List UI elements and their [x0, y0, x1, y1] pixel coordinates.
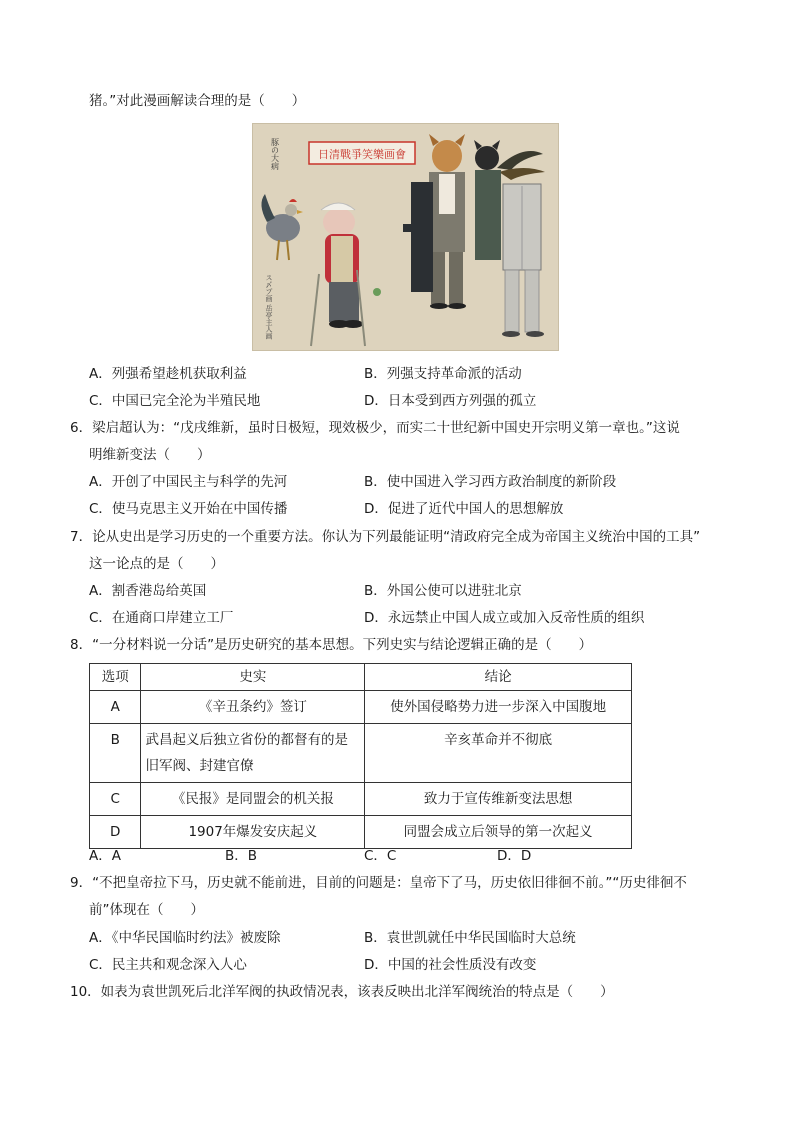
- table-row: [90, 724, 632, 783]
- q8-history-table: [89, 663, 632, 849]
- q9-option-c: C．民主共和观念深入人心: [89, 957, 247, 973]
- q5-option-a: A．列强希望趁机获取利益: [89, 366, 247, 382]
- q8-option-c: C．C: [364, 848, 397, 864]
- q5-stem-tail: 猪。”对此漫画解读合理的是（ ）: [89, 93, 306, 109]
- q7-stem-line1: 7．论从史出是学习历史的一个重要方法。你认为下列最能证明“清政府完全成为帝国主义统治中国的工具”: [70, 529, 701, 545]
- table-header-fact: 史实: [141, 664, 365, 691]
- table-header-option: 选项: [90, 664, 141, 691]
- cartoon-banner-text: 日清戰爭笑樂画會: [318, 148, 406, 161]
- q8-option-b: B．B: [225, 848, 258, 864]
- table-row: [90, 816, 632, 849]
- q9-stem-line2: 前”体现在（ ）: [89, 902, 204, 918]
- q9-option-b: B．袁世凯就任中华民国临时大总统: [364, 930, 576, 946]
- table-cell-option: B: [90, 724, 141, 783]
- q8-option-a: A．A: [89, 848, 121, 864]
- table-cell-option: C: [90, 783, 141, 816]
- q8-stem-line1: 8．“一分材料说一分话”是历史研究的基本思想。下列史实与结论逻辑正确的是（ ）: [70, 637, 593, 653]
- table-row: [90, 691, 632, 724]
- cat-figure: [403, 182, 433, 292]
- cartoon-side-text-right: 豚の大病: [270, 138, 280, 170]
- q6-stem-line2: 明维新变法（ ）: [89, 447, 211, 463]
- q5-option-c: C．中国已完全沦为半殖民地: [89, 393, 261, 409]
- q10-stem-line1: 10．如表为袁世凯死后北洋军阀的执政情况表，该表反映出北洋军阀统治的特点是（ ）: [70, 984, 614, 1000]
- q7-option-b: B．外国公使可以进驻北京: [364, 583, 522, 599]
- suit-figure: [502, 184, 544, 337]
- table-cell-fact: 《民报》是同盟会的机关报: [141, 783, 365, 816]
- q9-option-d: D．中国的社会性质没有改变: [364, 957, 537, 973]
- fox-figure: [429, 134, 466, 309]
- table-cell-conclusion: 辛亥革命并不彻底: [365, 724, 632, 783]
- q6-option-c: C．使马克思主义开始在中国传播: [89, 501, 288, 517]
- q6-option-a: A．开创了中国民主与科学的先河: [89, 474, 288, 490]
- table-cell-fact: 《辛丑条约》签订: [141, 691, 365, 724]
- pig-figure: [311, 203, 381, 346]
- q6-option-b: B．使中国进入学习西方政治制度的新阶段: [364, 474, 617, 490]
- satirical-cartoon-image: [252, 123, 559, 351]
- q9-option-a: A．《中华民国临时约法》被废除: [89, 930, 281, 946]
- table-cell-conclusion: 使外国侵略势力进一步深入中国腹地: [365, 691, 632, 724]
- q7-option-d: D．永远禁止中国人成立或加入反帝性质的组织: [364, 610, 645, 626]
- q7-option-a: A．割香港岛给英国: [89, 583, 207, 599]
- rooster-figure: [261, 194, 303, 260]
- table-cell-fact: 1907年爆发安庆起义: [141, 816, 365, 849]
- q7-option-c: C．在通商口岸建立工厂: [89, 610, 234, 626]
- table-cell-conclusion: 同盟会成立后领导的第一次起义: [365, 816, 632, 849]
- table-cell-option: D: [90, 816, 141, 849]
- table-cell-conclusion: 致力于宣传维新变法思想: [365, 783, 632, 816]
- table-header-conclusion: 结论: [365, 664, 632, 691]
- q5-option-b: B．列强支持革命派的活动: [364, 366, 522, 382]
- q5-option-d: D．日本受到西方列强的孤立: [364, 393, 537, 409]
- q7-stem-line2: 这一论点的是（ ）: [89, 556, 224, 572]
- q6-option-d: D．促进了近代中国人的思想解放: [364, 501, 564, 517]
- cartoon-side-text-left: ス〆プ画 岳亭主人画: [265, 274, 273, 340]
- table-cell-fact: 武昌起义后独立省份的都督有的是旧军阀、封建官僚: [141, 724, 365, 783]
- q8-option-d: D．D: [497, 848, 532, 864]
- table-row: [90, 783, 632, 816]
- table-header-row: [90, 664, 632, 691]
- q9-stem-line1: 9．“不把皇帝拉下马，历史就不能前进，目前的问题是：皇帝下了马，历史依旧徘徊不前。”“历史徘徊不: [70, 875, 687, 891]
- q6-stem-line1: 6．梁启超认为：“戊戌维新，虽时日极短，现效极少，而实二十世纪新中国史开宗明义第一章也。”这说: [70, 420, 680, 436]
- table-cell-option: A: [90, 691, 141, 724]
